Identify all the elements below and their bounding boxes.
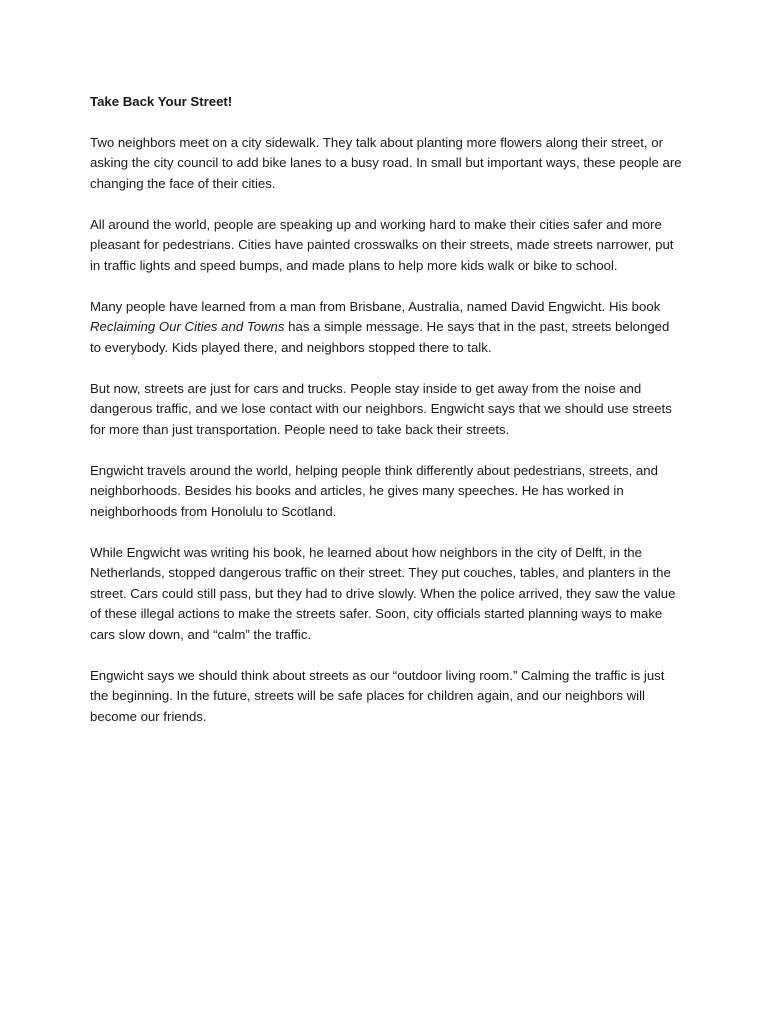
- paragraph-3-text-before: Many people have learned from a man from Brisbane, Australia, named David Engwicht. His book: [90, 298, 661, 314]
- paragraph-7: Engwicht says we should think about streets as our “outdoor living room.” Calming the traffic is just the beginning. In the future, streets will be safe places for children again, and our neighbors will become our friends.: [90, 667, 665, 724]
- paragraph-5: Engwicht travels around the world, helping people think differently about pedestrians, streets, and neighborhoods. Besides his books and articles, he gives many speeches. He has worked in neighborhoods from Honolulu to Scotland.: [90, 462, 658, 519]
- paragraph-1: Two neighbors meet on a city sidewalk. They talk about planting more flowers along their street, or asking the city council to add bike lanes to a busy road. In small but important ways, these people are changing the face of their cities.: [90, 134, 682, 191]
- paragraph-3-text-after: has a simple message. He says that in the past, streets belonged to everybody. Kids played there, and neighbors stopped there to talk.: [90, 319, 670, 355]
- paragraph-6: While Engwicht was writing his book, he learned about how neighbors in the city of Delft, in the Netherlands, stopped dangerous traffic on their street. They put couches, tables, and planters in the street. Cars could still pass, but they had to drive slowly. When the police arrived, they saw the value of these illegal actions to make the streets safer. Soon, city officials started planning ways to make cars slow down, and “calm” the traffic.: [90, 544, 676, 642]
- paragraph-2: All around the world, people are speaking up and working hard to make their cities safer and more pleasant for pedestrians. Cities have painted crosswalks on their streets, made streets narrower, put in traffic lights and speed bumps, and made plans to help more kids walk or bike to school.: [90, 216, 674, 273]
- book-title: Reclaiming Our Cities and Towns: [90, 319, 285, 334]
- paragraph-3: [90, 297, 682, 359]
- paragraph-4: But now, streets are just for cars and trucks. People stay inside to get away from the noise and dangerous traffic, and we lose contact with our neighbors. Engwicht says that we should use streets for more than just transportation. People need to take back their streets.: [90, 380, 672, 437]
- document-page: [90, 92, 682, 748]
- document-title: Take Back Your Street!: [90, 94, 233, 109]
